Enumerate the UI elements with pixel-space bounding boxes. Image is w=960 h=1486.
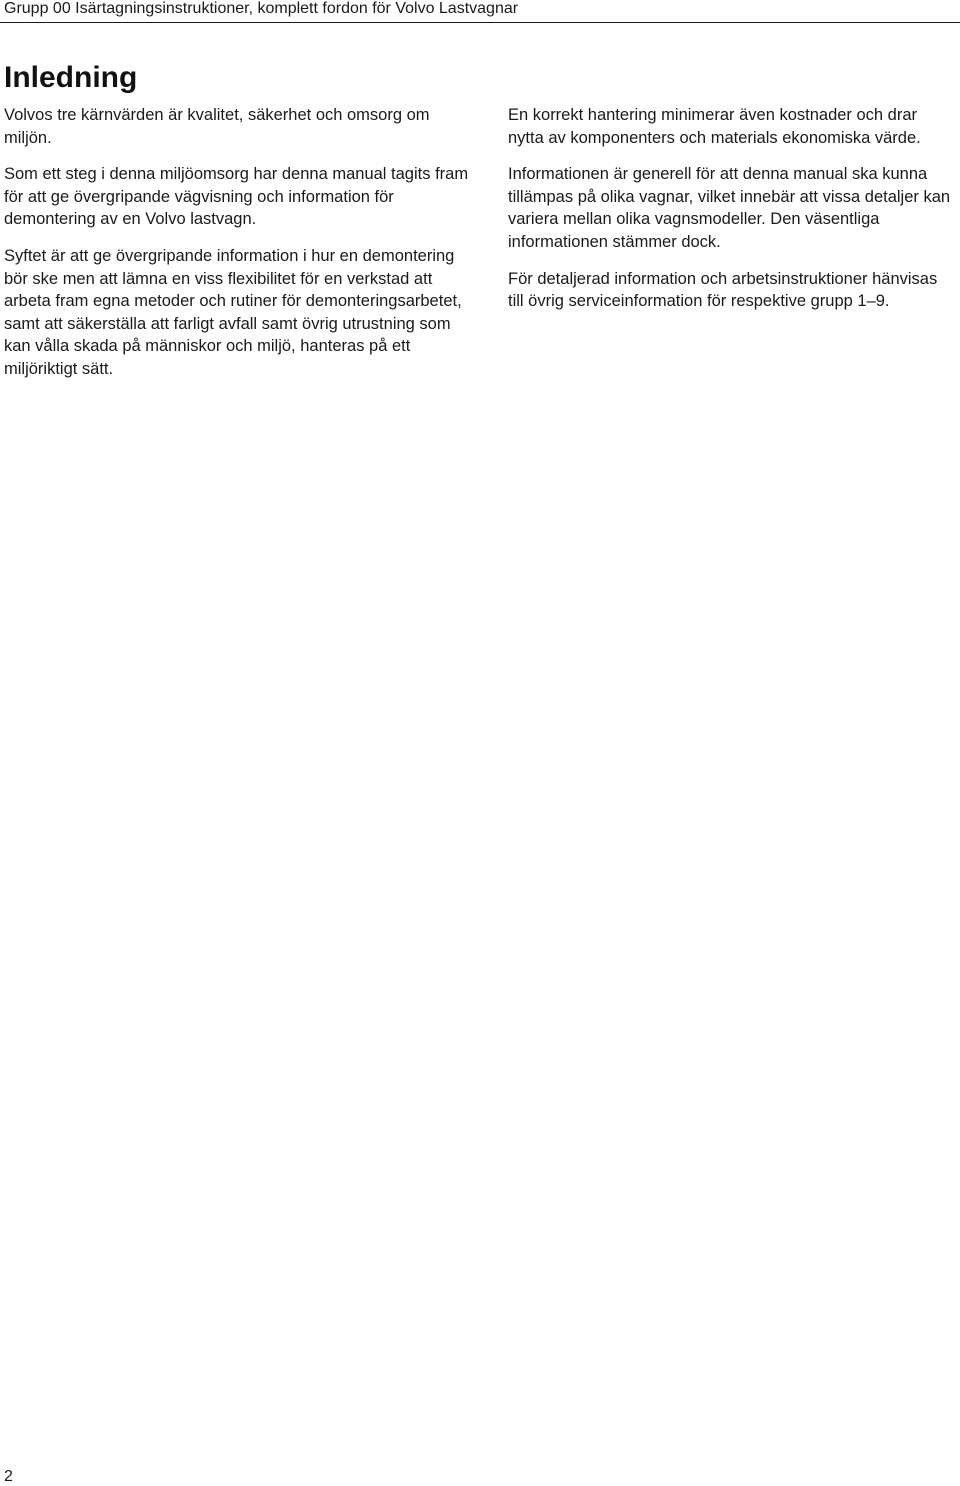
paragraph-aim: Syftet är att ge övergripande information i hur en demontering bör ske men att lämna en viss flexibilitet för en verkstad att arbeta fram egna metoder och rutiner för demonteringsarbetet, samt att säkerställa att farligt avfall samt övrig utrustning som kan vålla skada på människor och miljö, hanteras på ett miljöriktigt sätt. [4,246,462,378]
page-title: Inledning [4,61,138,94]
header-divider [0,22,960,23]
paragraph-core-values: Volvos tre kärnvärden är kvalitet, säkerhet och omsorg om miljön. [4,106,430,147]
right-column [508,104,956,327]
running-header: Grupp 00 Isärtagningsinstruktioner, komplett fordon för Volvo Lastvagnar [4,0,519,17]
paragraph-general-info: Informationen är generell för att denna manual ska kunna tillämpas på olika vagnar, vilket innebär att vissa detaljer kan variera mellan olika vagnsmodeller. Den väsentliga informationen stämmer dock. [508,165,951,251]
paragraph-manual-purpose: Som ett steg i denna miljöomsorg har denna manual tagits fram för att ge övergripande vägvisning och information för demontering av en Volvo lastvagn. [4,165,469,229]
paragraph-detailed-info: För detaljerad information och arbetsinstruktioner hänvisas till övrig serviceinformation för respektive grupp 1–9. [508,269,938,311]
left-column [4,104,469,395]
paragraph-cost-handling: En korrekt hantering minimerar även kostnader och drar nytta av komponenters och materials ekonomiska värde. [508,106,921,147]
page-number: 2 [4,1468,13,1485]
